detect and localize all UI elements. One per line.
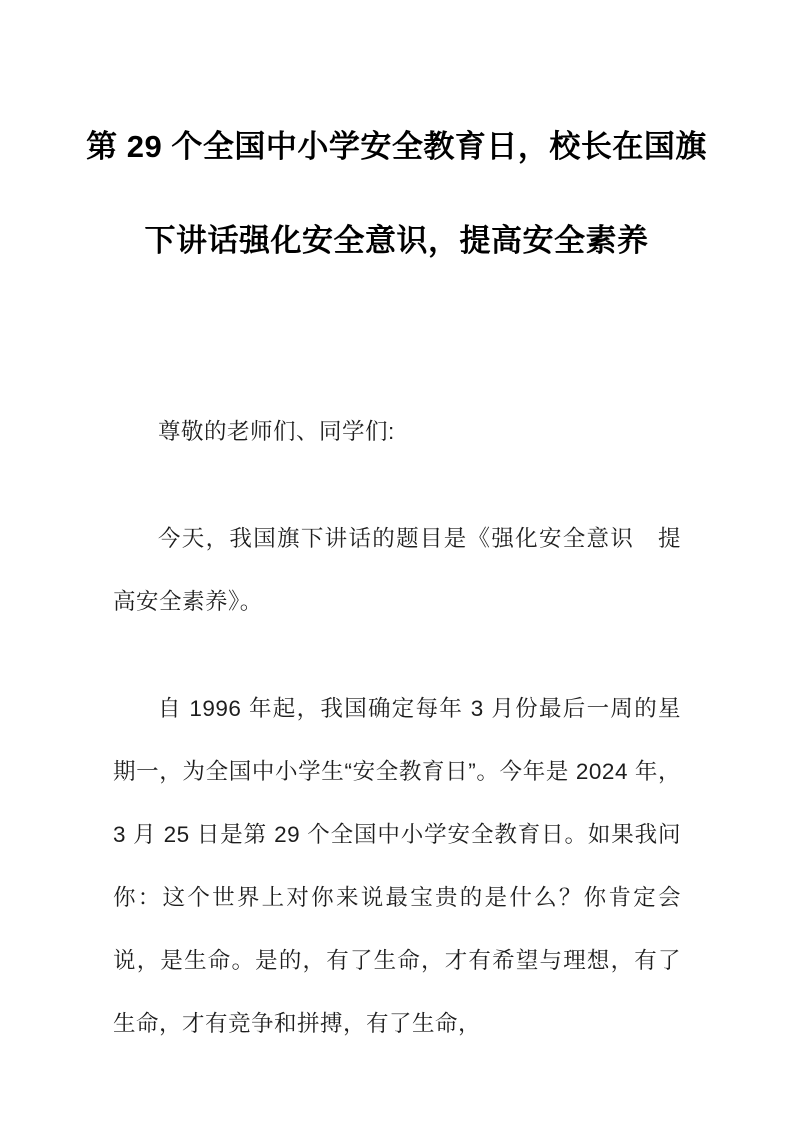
document-title <box>40 100 753 288</box>
document-body <box>0 400 793 1055</box>
title-line-1: 第 29 个全国中小学安全教育日，校长在国旗 <box>86 129 707 164</box>
title-line-2: 下讲话强化安全意识，提高安全素养 <box>144 223 649 258</box>
topic-paragraph: 今天，我国旗下讲话的题目是《强化安全意识 提高安全素养》。 <box>113 526 681 614</box>
body-paragraph: 自 1996 年起，我国确定每年 3 月份最后一周的星期一，为全国中小学生“安全教育日”。今年是 2024 年，3 月 25 日是第 29 个全国中小学安全教育日。如果我问你：这个世界上对你来说最宝贵的是什么？你肯定会说，是生命。是的，有了生命，才有希望与理想，有了生命，才有竞争和拼搏，有了生命， <box>113 696 681 1036</box>
salutation-paragraph: 尊敬的老师们、同学们: <box>158 419 395 444</box>
